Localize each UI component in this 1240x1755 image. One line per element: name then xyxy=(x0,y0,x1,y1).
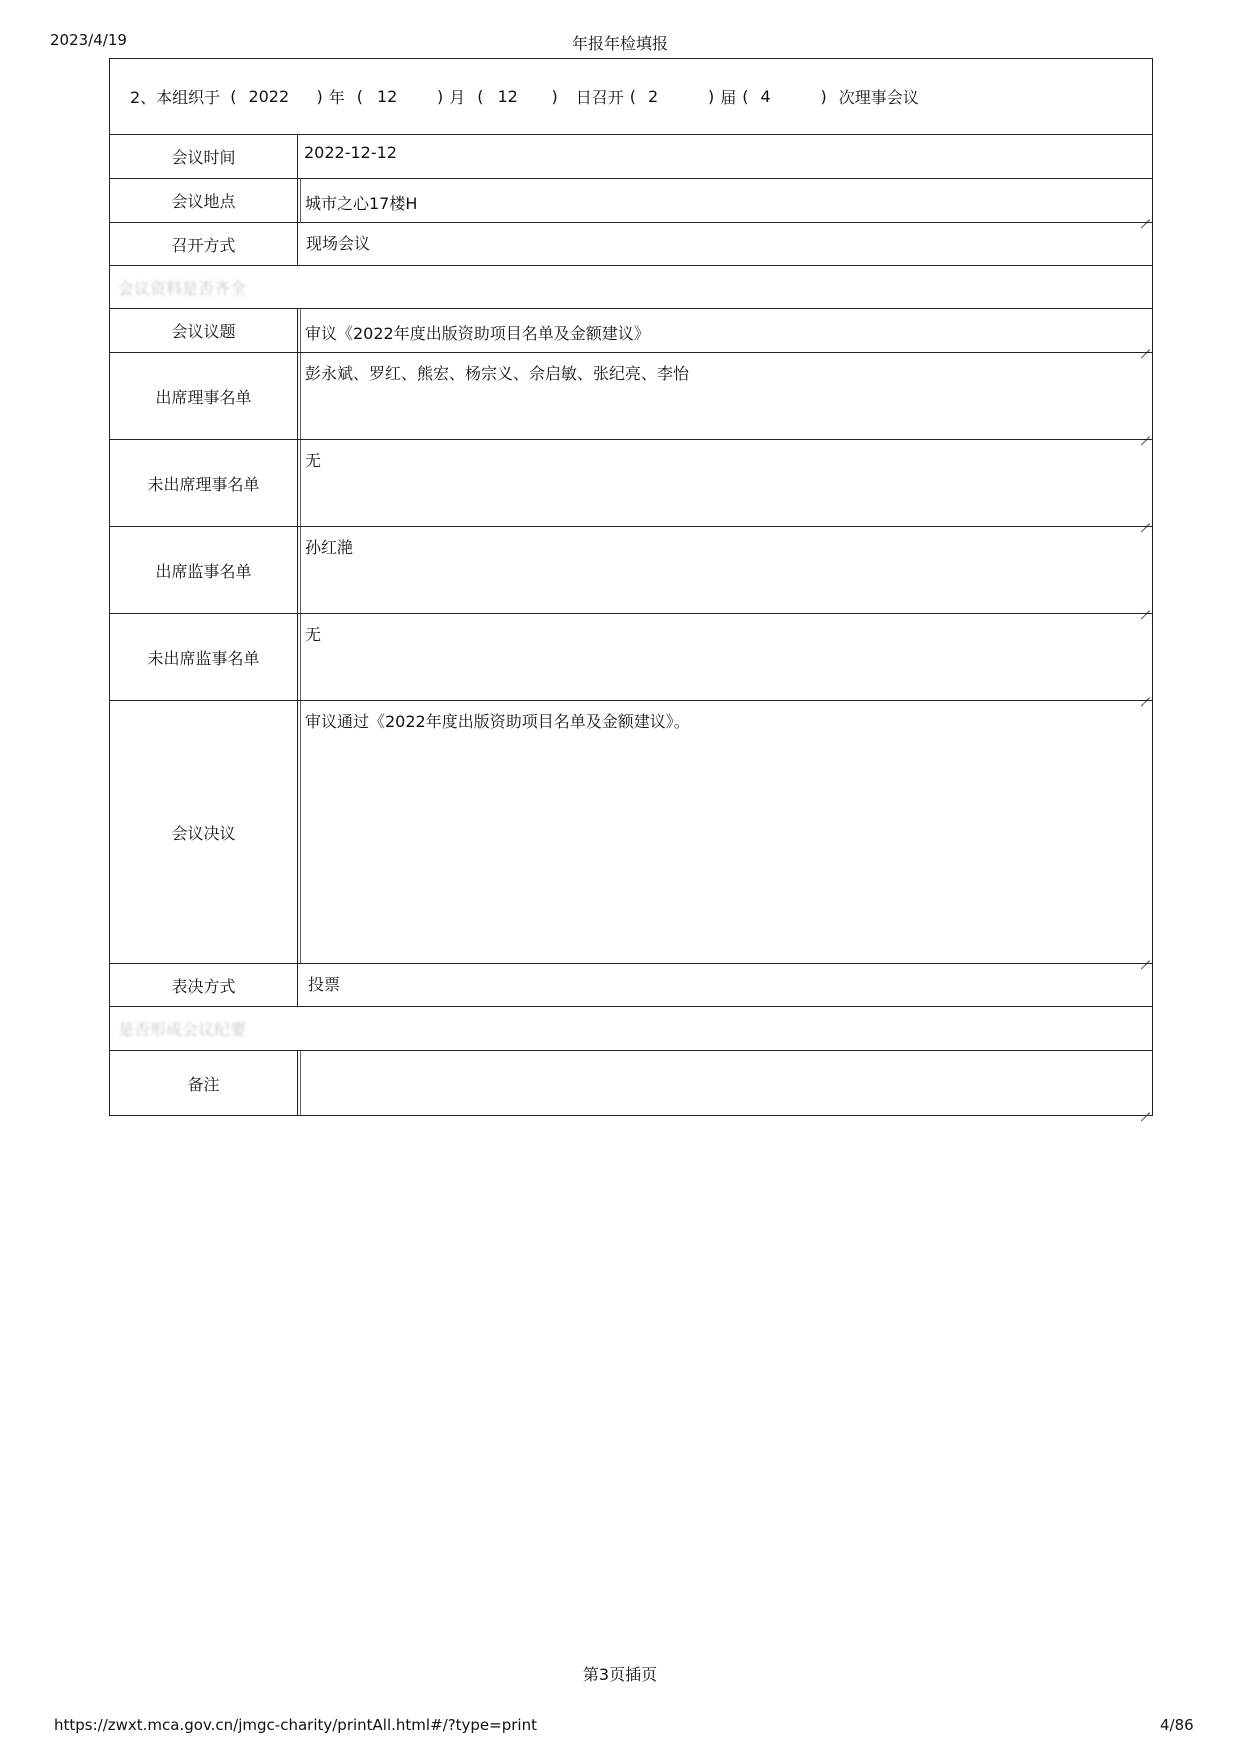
day-unit: 日召开 xyxy=(575,88,624,107)
absent-directors-label: 未出席理事名单 xyxy=(110,440,298,526)
attend-supervisors-value: 孙红滟 xyxy=(305,538,354,557)
paren: ) xyxy=(707,87,715,106)
meeting-topic-value: 审议《2022年度出版资助项目名单及金额建议》 xyxy=(305,324,650,343)
paren: ) xyxy=(820,87,827,106)
resolution-value: 审议通过《2022年度出版资助项目名单及金额建议》。 xyxy=(305,712,690,731)
meeting-topic-label: 会议议题 xyxy=(110,309,298,352)
row-meeting-place xyxy=(110,178,1152,222)
voting-value: 投票 xyxy=(308,975,341,994)
year-unit: 年 xyxy=(328,88,345,107)
meeting-year: 2022 xyxy=(248,87,290,106)
meeting-topic-textarea[interactable] xyxy=(300,309,1152,352)
paren: ( xyxy=(356,87,363,106)
remarks-textarea[interactable] xyxy=(300,1051,1152,1115)
row-absent-supervisors xyxy=(110,613,1152,700)
row-attend-supervisors xyxy=(110,526,1152,613)
voting-label: 表决方式 xyxy=(110,964,298,1006)
meeting-day: 12 xyxy=(497,87,518,106)
meeting-mode-label: 召开方式 xyxy=(110,223,298,265)
meeting-time-label: 会议时间 xyxy=(110,135,298,178)
paren: ( xyxy=(230,87,237,106)
number-unit: 次理事会议 xyxy=(838,88,919,107)
meeting-place-textarea[interactable] xyxy=(300,179,1152,222)
resize-grip-icon[interactable] xyxy=(1140,1103,1150,1113)
absent-supervisors-textarea[interactable] xyxy=(300,614,1152,700)
meeting-place-value: 城市之心17楼H xyxy=(305,194,418,213)
month-unit: 月 xyxy=(449,88,466,107)
paren: ( xyxy=(742,87,749,106)
attend-directors-textarea[interactable] xyxy=(300,353,1152,439)
page-insert-label: 第3页插页 xyxy=(582,1665,658,1684)
session-unit: 届 xyxy=(720,88,737,107)
meeting-month: 12 xyxy=(376,87,398,106)
faded-row-text: 会议资料是否齐全 xyxy=(118,278,247,298)
meeting-session: 2 xyxy=(647,87,659,106)
meeting-summary-row xyxy=(110,59,1152,134)
resize-grip-icon[interactable] xyxy=(1140,514,1150,524)
row-absent-directors xyxy=(110,439,1152,526)
resolution-label: 会议决议 xyxy=(110,701,298,963)
resize-grip-icon[interactable] xyxy=(1140,340,1150,350)
meeting-mode-select[interactable] xyxy=(300,223,1152,265)
attend-directors-label: 出席理事名单 xyxy=(110,353,298,439)
meeting-mode-value: 现场会议 xyxy=(306,234,371,253)
paren: ) xyxy=(436,87,444,106)
paren: ( xyxy=(477,87,484,106)
paren: ( xyxy=(629,87,636,106)
row-meeting-mode xyxy=(110,222,1152,265)
paren: ) xyxy=(316,87,323,106)
faded-row-text: 是否形成会议纪要 xyxy=(118,1020,247,1039)
row-attend-directors xyxy=(110,352,1152,439)
resize-grip-icon[interactable] xyxy=(1140,427,1150,437)
row-remarks xyxy=(110,1050,1152,1115)
absent-supervisors-label: 未出席监事名单 xyxy=(110,614,298,700)
resize-grip-icon[interactable] xyxy=(1140,210,1150,220)
resize-grip-icon[interactable] xyxy=(1140,601,1150,611)
meeting-place-label: 会议地点 xyxy=(110,179,298,222)
meeting-form xyxy=(109,58,1153,1116)
absent-directors-value: 无 xyxy=(305,451,322,470)
absent-supervisors-value: 无 xyxy=(305,625,322,644)
row-meeting-time xyxy=(110,134,1152,178)
row-blurred-2 xyxy=(110,1006,1152,1050)
attend-directors-value: 彭永斌、罗红、熊宏、杨宗义、佘启敏、张纪亮、李怡 xyxy=(305,364,690,383)
attend-supervisors-label: 出席监事名单 xyxy=(110,527,298,613)
page-title: 年报年检填报 xyxy=(571,34,668,53)
resize-grip-icon[interactable] xyxy=(1140,688,1150,698)
meeting-time-input[interactable] xyxy=(300,135,1152,178)
meeting-number: 4 xyxy=(760,87,771,106)
meeting-prefix: 2、本组织于 xyxy=(130,88,221,107)
meeting-time-value: 2022-12-12 xyxy=(304,143,397,162)
paren: ) xyxy=(551,87,558,106)
remarks-label: 备注 xyxy=(110,1051,298,1115)
row-blurred-1 xyxy=(110,265,1152,308)
resize-grip-icon[interactable] xyxy=(1140,951,1150,961)
print-url: https://zwxt.mca.gov.cn/jmgc-charity/printAll.html#/?type=print xyxy=(54,1716,537,1734)
row-resolution xyxy=(110,700,1152,963)
resolution-textarea[interactable] xyxy=(300,701,1152,963)
row-voting xyxy=(110,963,1152,1006)
voting-select[interactable] xyxy=(300,964,1152,1006)
meeting-summary-line xyxy=(130,59,919,134)
print-date: 2023/4/19 xyxy=(50,31,127,49)
page-count: 4/86 xyxy=(1160,1716,1194,1734)
absent-directors-textarea[interactable] xyxy=(300,440,1152,526)
row-meeting-topic xyxy=(110,308,1152,352)
attend-supervisors-textarea[interactable] xyxy=(300,527,1152,613)
